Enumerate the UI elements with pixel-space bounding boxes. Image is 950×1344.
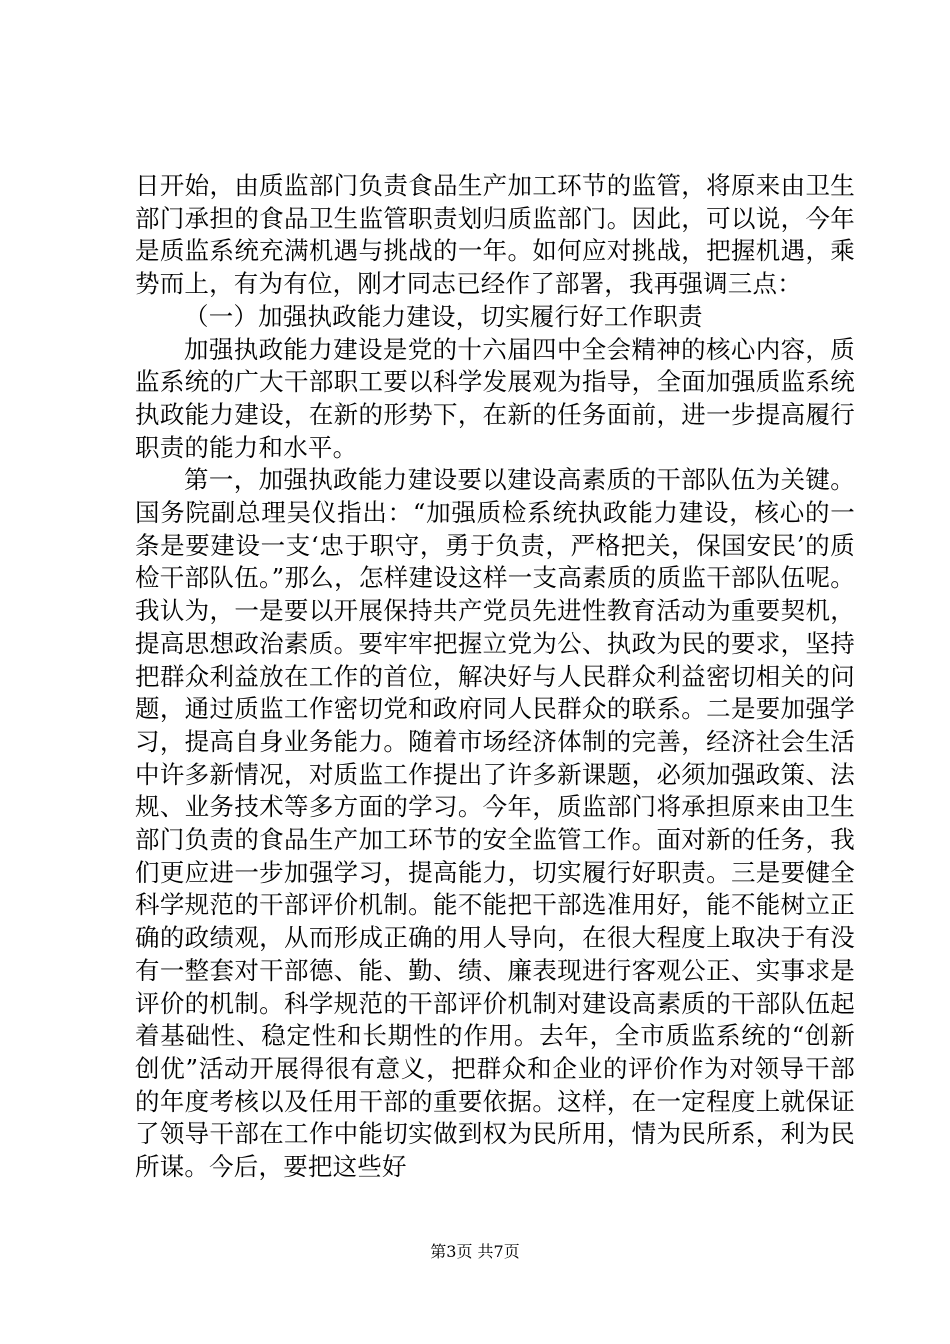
page-number-footer: 第3页 共7页 — [430, 1242, 520, 1261]
paragraph-capacity-building: 加强执政能力建设是党的十六届四中全会精神的核心内容，质监系统的广大干部职工要以科学发展观为指导，全面加强质监系统执政能力建设，在新的形势下，在新的任务面前，进一步提高履行职责的能力和水平。 — [135, 334, 855, 462]
document-body — [135, 170, 855, 1184]
section-heading: （一）加强执政能力建设，切实履行好工作职责 — [184, 301, 703, 331]
paragraph-intro: 日开始，由质监部门负责食品生产加工环节的监管，将原来由卫生部门承担的食品卫生监管职责划归质监部门。因此，可以说，今年是质监系统充满机遇与挑战的一年。如何应对挑战，把握机遇，乘势而上，有为有位，刚才同志已经作了部署，我再强调三点： — [135, 171, 855, 299]
paragraph-first-point: 第一，加强执政能力建设要以建设高素质的干部队伍为关键。国务院副总理吴仪指出：“加强质检系统执政能力建设，核心的一条是要建设一支‘忠于职守，勇于负责，严格把关，保国安民’的质检干部队伍。”那么，怎样建设这样一支高素质的质监干部队伍呢。我认为，一是要以开展保持共产党员先进性教育活动为重要契机，提高思想政治素质。要牢牢把握立党为公、执政为民的要求，坚持把群众利益放在工作的首位，解决好与人民群众利益密切相关的问题，通过质监工作密切党和政府同人民群众的联系。二是要加强学习，提高自身业务能力。随着市场经济体制的完善，经济社会生活中许多新情况，对质监工作提出了许多新课题，必须加强政策、法规、业务技术等多方面的学习。今年，质监部门将承担原来由卫生部门负责的食品生产加工环节的安全监管工作。面对新的任务，我们更应进一步加强学习，提高能力，切实履行好职责。三是要健全科学规范的干部评价机制。能不能把干部选准用好，能不能树立正确的政绩观，从而形成正确的用人导向，在很大程度上取决于有没有一整套对干部德、能、勤、绩、廉表现进行客观公正、实事求是评价的机制。科学规范的干部评价机制对建设高素质的干部队伍起着基础性、稳定性和长期性的作用。去年，全市质监系统的“创新创优”活动开展得很有意义，把群众和企业的评价作为对领导干部的年度考核以及任用干部的重要依据。这样，在一定程度上就保证了领导干部在工作中能切实做到权为民所用，情为民所系，利为民所谋。今后，要把这些好 — [135, 465, 855, 1182]
